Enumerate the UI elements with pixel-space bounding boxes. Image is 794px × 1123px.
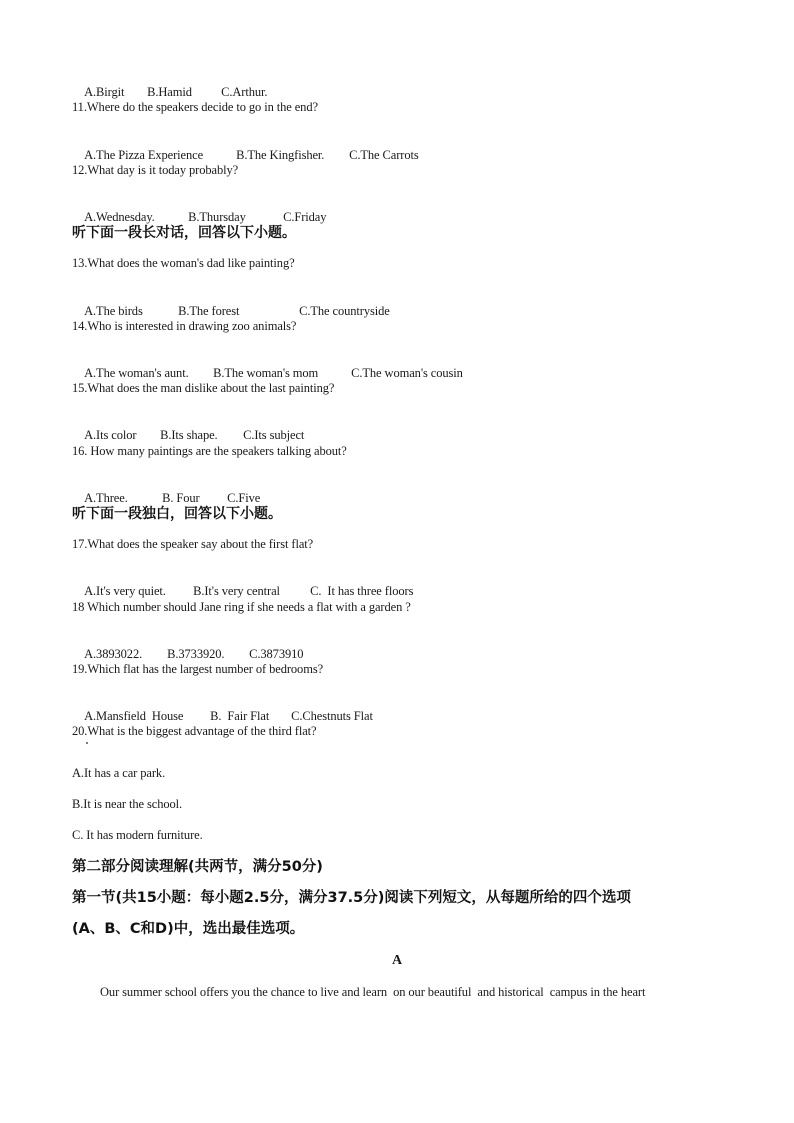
option-c: C. It has three floors — [310, 584, 414, 598]
option-a: A.Three. — [84, 491, 128, 505]
part2-title: 第二部分阅读理解(共两节，满分50分) — [72, 859, 323, 875]
option-a: A.The birds — [84, 304, 143, 318]
option-b: B.It's very central — [193, 584, 280, 598]
q11-question: 11.Where do the speakers decide to go in the end? — [72, 100, 318, 114]
q20-question: 20.What is the biggest advantage of the third flat? — [72, 724, 317, 738]
option-b: B. Fair Flat — [210, 709, 270, 723]
option-b: B.Thursday — [188, 210, 246, 224]
q15-question: 15.What does the man dislike about the last painting? — [72, 381, 335, 395]
section-heading-monologue: 听下面一段独白，回答以下小题。 — [72, 506, 282, 522]
option-b: B.The Kingfisher. — [236, 148, 325, 162]
option-c: C.Five — [227, 491, 261, 505]
q17-question: 17.What does the speaker say about the first flat? — [72, 537, 314, 551]
option-b: B.Its shape. — [160, 428, 218, 442]
q18-question: 18 Which number should Jane ring if she needs a flat with a garden ? — [72, 600, 411, 614]
q14-question: 14.Who is interested in drawing zoo animals? — [72, 319, 297, 333]
q20-option-b: B.It is near the school. — [72, 797, 183, 811]
option-a: A.The woman's aunt. — [84, 366, 189, 380]
option-a: A.It's very quiet. — [84, 584, 166, 598]
q12-question: 12.What day is it today probably? — [72, 163, 239, 177]
option-a: A.Its color — [84, 428, 137, 442]
passage-label: A — [391, 953, 403, 968]
option-b: B.The forest — [178, 304, 240, 318]
q16-question: 16. How many paintings are the speakers talking about? — [72, 444, 347, 458]
option-b: B.Hamid — [147, 85, 192, 99]
option-c: C.Chestnuts Flat — [291, 709, 373, 723]
option-a: A.Birgit — [84, 85, 125, 99]
stray-dot — [86, 742, 88, 744]
section1-instructions-line1: 第一节(共15小题：每小题2.5分，满分37.5分)阅读下列短文，从每题所给的四个选项 — [72, 890, 631, 906]
option-c: C.Its subject — [243, 428, 305, 442]
option-c: C.The Carrots — [349, 148, 419, 162]
option-b: B.The woman's mom — [213, 366, 319, 380]
option-c: C.The woman's cousin — [351, 366, 463, 380]
option-a: A.3893022. — [84, 647, 143, 661]
option-a: A.The Pizza Experience — [84, 148, 204, 162]
passage-text-line1: Our summer school offers you the chance to live and learn on our beautiful and historical campus in the heart — [100, 985, 646, 999]
option-c: C.Friday — [283, 210, 327, 224]
option-c: C.Arthur. — [221, 85, 268, 99]
option-c: C.3873910 — [249, 647, 304, 661]
option-b: B. Four — [162, 491, 200, 505]
section1-instructions-line2: (A、B、C和D)中，选出最佳选项。 — [72, 921, 305, 937]
section-heading-long-dialogue: 听下面一段长对话，回答以下小题。 — [72, 225, 296, 241]
option-c: C.The countryside — [299, 304, 390, 318]
option-a: A.Wednesday. — [84, 210, 155, 224]
option-a: A.Mansfield House — [84, 709, 184, 723]
q20-option-c: C. It has modern furniture. — [72, 828, 203, 842]
q20-option-a: A.It has a car park. — [72, 766, 166, 780]
q13-question: 13.What does the woman's dad like painting? — [72, 256, 295, 270]
q19-question: 19.Which flat has the largest number of bedrooms? — [72, 662, 324, 676]
option-b: B.3733920. — [167, 647, 225, 661]
